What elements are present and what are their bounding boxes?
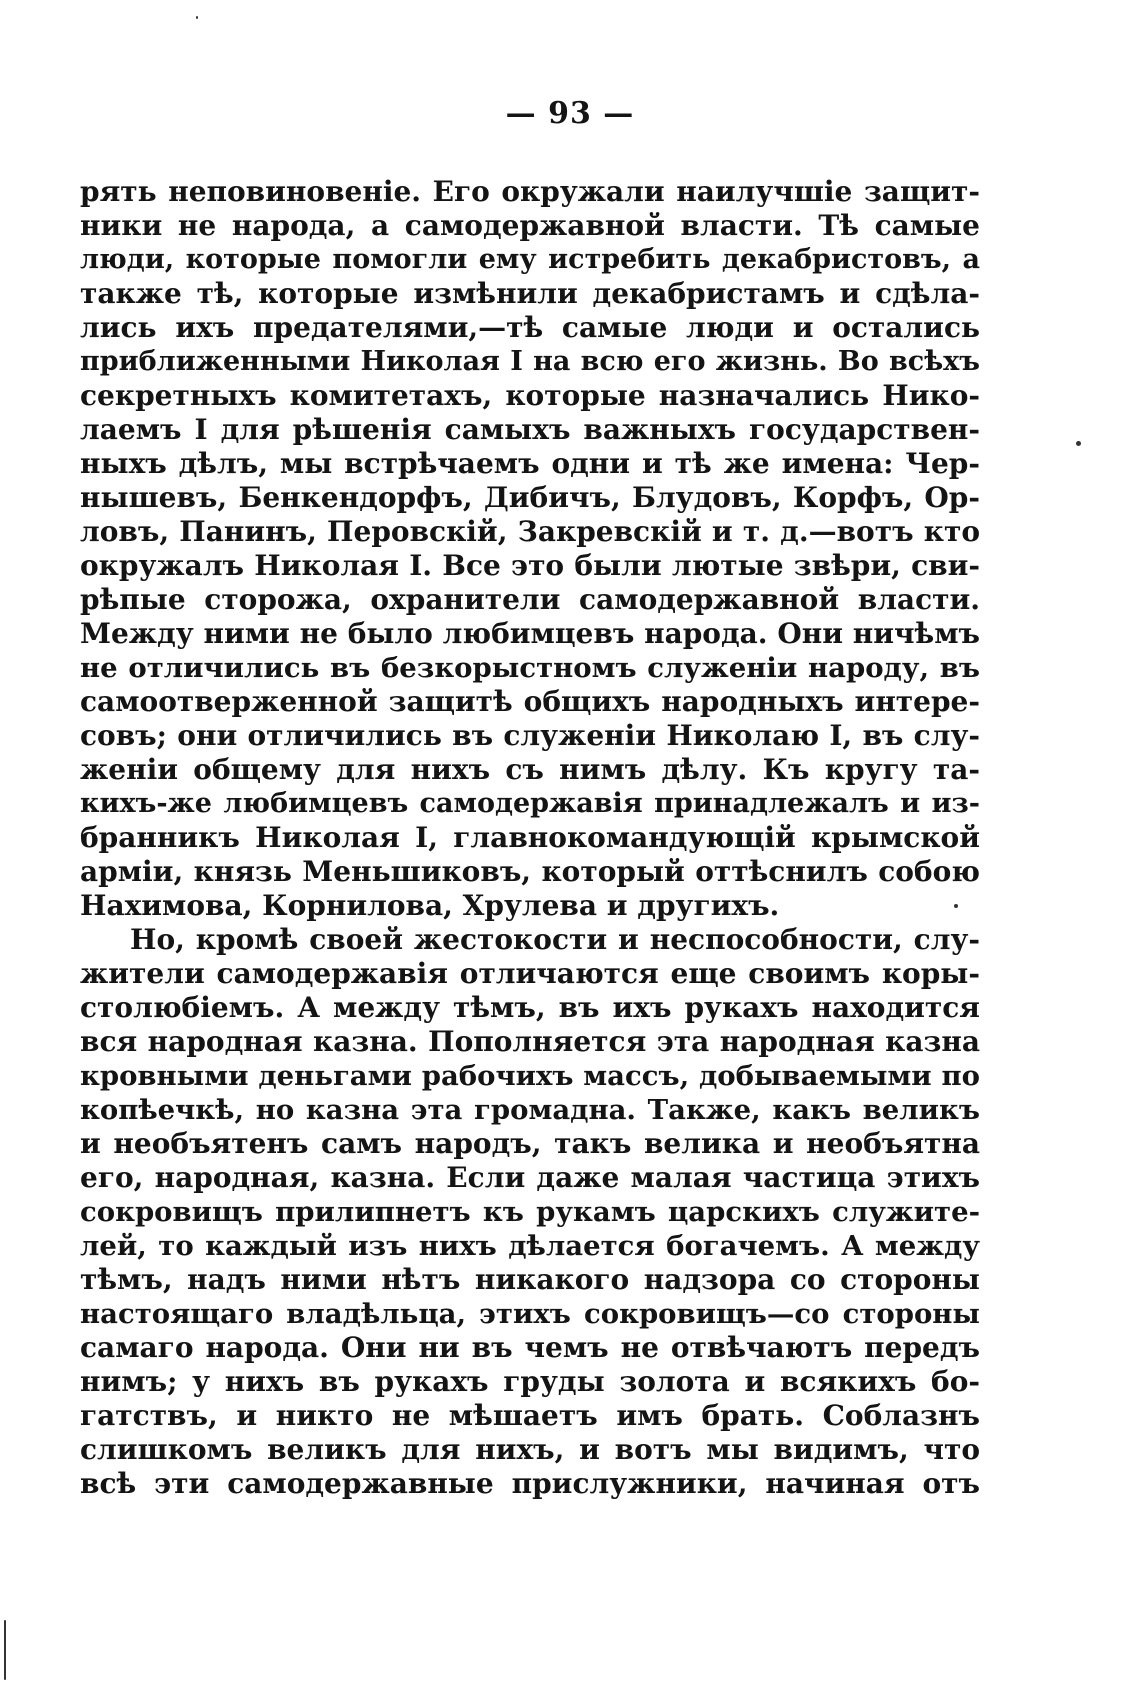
text-line: женіи общему для нихъ съ нимъ дѣлу. Къ кругу та- xyxy=(80,753,980,786)
text-line: тѣмъ, надъ ними нѣтъ никакого надзора со стороны xyxy=(80,1263,980,1296)
text-line: гатствъ, и никто не мѣшаетъ имъ брать. Соблазнъ xyxy=(80,1399,980,1432)
text-line: самаго народа. Они ни въ чемъ не отвѣчаютъ передъ xyxy=(80,1331,980,1364)
text-line: нышевъ, Бенкендорфъ, Дибичъ, Блудовъ, Корфъ, Ор- xyxy=(80,481,980,514)
text-line: ники не народа, а самодержавной власти. Тѣ самые xyxy=(80,209,980,242)
text-line: окружалъ Николая I. Все это были лютые звѣри, сви- xyxy=(80,549,980,582)
text-line: совъ; они отличились въ служеніи Николаю I, въ слу- xyxy=(80,719,980,752)
text-line: всѣ эти самодержавные прислужники, начиная отъ xyxy=(80,1467,980,1500)
text-line: арміи, князь Меньшиковъ, который оттѣснилъ собою xyxy=(80,855,980,888)
text-line: жители самодержавія отличаются еще своимъ коры- xyxy=(80,957,980,990)
text-line: лаемъ I для рѣшенія самыхъ важныхъ государствен- xyxy=(80,413,980,446)
text-line: его, народная, казна. Если даже малая частица этихъ xyxy=(80,1161,980,1194)
text-line: сокровищъ прилипнетъ къ рукамъ царскихъ служите- xyxy=(80,1196,980,1228)
text-line: столюбіемъ. А между тѣмъ, въ ихъ рукахъ находится xyxy=(80,991,980,1024)
text-line: настоящаго владѣльца, этихъ сокровищъ—со стороны xyxy=(80,1298,980,1330)
text-line: Нахимова, Корнилова, Хрулева и другихъ. xyxy=(80,889,780,922)
print-speck xyxy=(196,16,198,19)
text-line: нимъ; у нихъ въ рукахъ груды золота и всякихъ бо- xyxy=(80,1365,980,1398)
text-line: секретныхъ комитетахъ, которые назначались Нико- xyxy=(80,379,980,412)
text-line: приближенными Николая I на всю его жизнь. Во всѣхъ xyxy=(80,346,980,377)
body-text xyxy=(80,175,980,1501)
paragraph-2 xyxy=(80,923,980,1501)
text-line: рѣпые сторожа, охранители самодержавной власти. xyxy=(80,583,980,616)
text-line: рять неповиновеніе. Его окружали наилучшіе защит- xyxy=(80,175,980,208)
text-line: также тѣ, которые измѣнили декабристамъ и сдѣла- xyxy=(80,277,980,310)
text-line: лей, то каждый изъ нихъ дѣлается богачемъ. А между xyxy=(80,1230,980,1262)
text-line: ныхъ дѣлъ, мы встрѣчаемъ одни и тѣ же имена: Чер- xyxy=(80,447,980,480)
text-line: бранникъ Николая I, главнокомандующій крымской xyxy=(80,821,980,854)
print-speck xyxy=(1076,441,1081,446)
text-line: вся народная казна. Пополняется эта народная казна xyxy=(80,1025,980,1058)
text-line: Между ними не было любимцевъ народа. Они ничѣмъ xyxy=(80,617,980,650)
print-speck xyxy=(954,904,958,908)
text-line: кровными деньгами рабочихъ массъ, добываемыми по xyxy=(80,1060,980,1092)
text-line: слишкомъ великъ для нихъ, и вотъ мы видимъ, что xyxy=(80,1433,980,1466)
print-speck xyxy=(4,1620,6,1680)
text-line: кихъ-же любимцевъ самодержавія принадлежалъ и из- xyxy=(80,788,980,819)
text-line: ловъ, Панинъ, Перовскій, Закревскій и т. д.—вотъ кто xyxy=(80,515,980,548)
text-line: самоотверженной защитѣ общихъ народныхъ интере- xyxy=(80,685,980,718)
page-number: — 93 — xyxy=(505,96,635,131)
text-line: Но, кромѣ своей жестокости и неспособности, слу- xyxy=(130,923,980,956)
text-line: копѣечкѣ, но казна эта громадна. Также, какъ великъ xyxy=(80,1094,980,1126)
text-line: люди, которые помогли ему истребить декабристовъ, а xyxy=(80,244,980,275)
text-line: лись ихъ предателями,—тѣ самые люди и остались xyxy=(80,311,980,344)
text-line: не отличились въ безкорыстномъ служеніи народу, въ xyxy=(80,652,980,684)
paragraph-1 xyxy=(80,175,980,923)
text-line: и необъятенъ самъ народъ, такъ велика и необъятна xyxy=(80,1127,980,1160)
